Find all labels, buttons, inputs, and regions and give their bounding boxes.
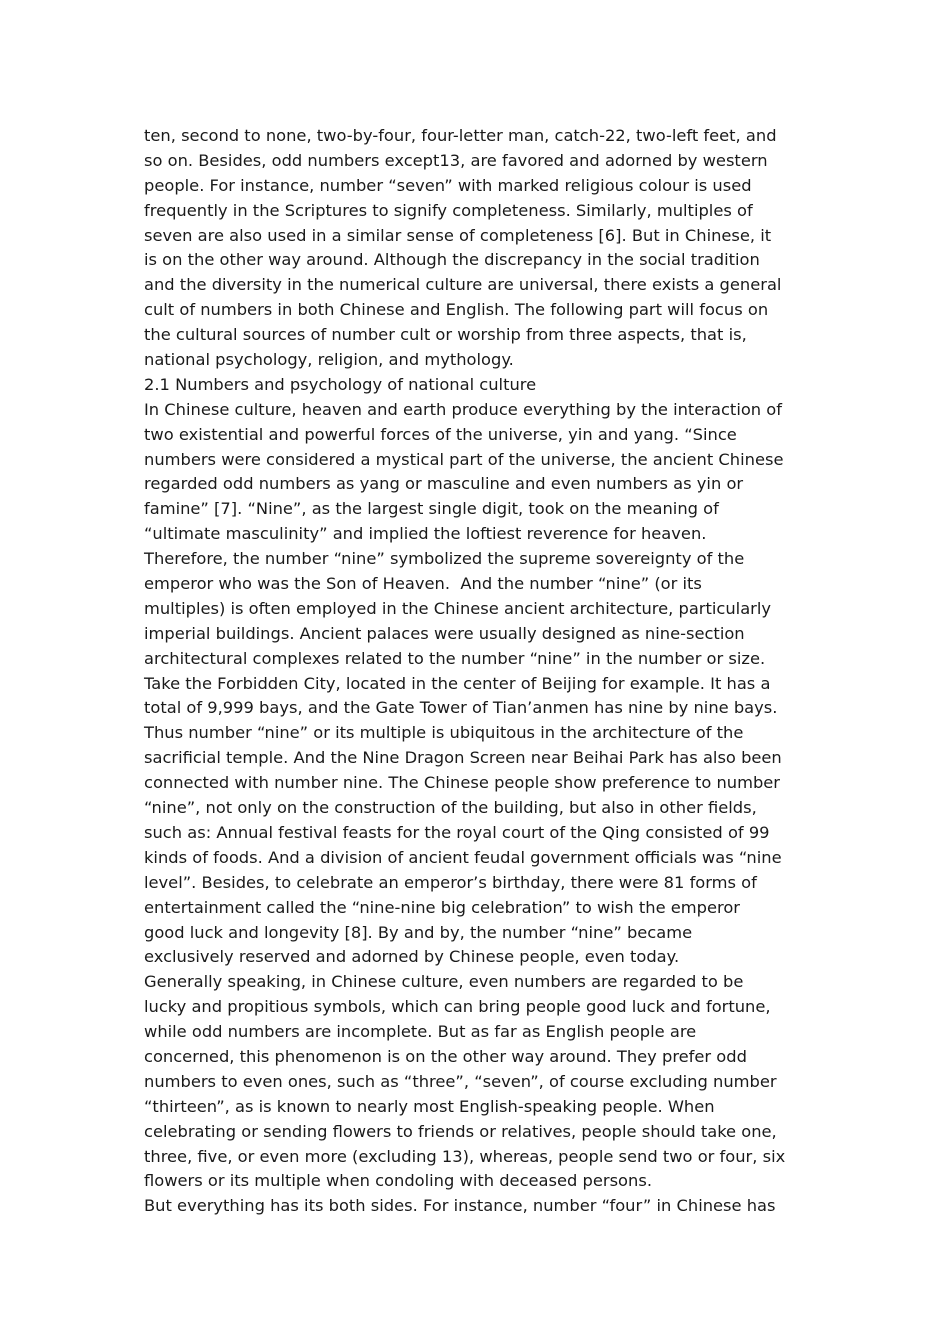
text-line: Generally speaking, in Chinese culture, even numbers are regarded to be <box>144 972 744 992</box>
text-line: Therefore, the number “nine” symbolized the supreme sovereignty of the <box>144 549 745 569</box>
text-line: seven are also used in a similar sense of completeness [6]. But in Chinese, it <box>144 225 772 245</box>
text-line: the cultural sources of number cult or worship from three aspects, that is, <box>144 325 747 345</box>
text-line: frequently in the Scriptures to signify completeness. Similarly, multiples of <box>144 200 753 220</box>
text-line: ten, second to none, two-by-four, four-letter man, catch-22, two-left feet, and <box>144 126 777 145</box>
text-line: In Chinese culture, heaven and earth produce everything by the interaction of <box>144 399 782 419</box>
text-line: is on the other way around. Although the discrepancy in the social tradition <box>144 250 760 270</box>
text-line: good luck and longevity [8]. By and by, the number “nine” became <box>144 922 693 942</box>
text-line: flowers or its multiple when condoling with deceased persons. <box>144 1171 652 1191</box>
body-text <box>144 124 816 1219</box>
text-line: exclusively reserved and adorned by Chinese people, even today. <box>144 947 680 967</box>
text-line: lucky and propitious symbols, which can bring people good luck and fortune, <box>144 997 771 1017</box>
text-line: “thirteen”, as is known to nearly most English-speaking people. When <box>144 1096 715 1116</box>
text-line: people. For instance, number “seven” with marked religious colour is used <box>144 175 752 195</box>
text-line: numbers to even ones, such as “three”, “seven”, of course excluding number <box>144 1071 777 1091</box>
text-line: “nine”, not only on the construction of the building, but also in other fields, <box>144 798 757 818</box>
text-line: “ultimate masculinity” and implied the loftiest reverence for heaven. <box>144 524 707 544</box>
text-line: concerned, this phenomenon is on the other way around. They prefer odd <box>144 1046 747 1066</box>
text-line: national psychology, religion, and mythology. <box>144 350 514 370</box>
text-line: celebrating or sending flowers to friends or relatives, people should take one, <box>144 1121 777 1141</box>
text-line: numbers were considered a mystical part of the universe, the ancient Chinese <box>144 449 784 469</box>
text-line: such as: Annual festival feasts for the royal court of the Qing consisted of 99 <box>144 822 770 842</box>
text-line: regarded odd numbers as yang or masculine and even numbers as yin or <box>144 474 744 494</box>
text-line: Take the Forbidden City, located in the center of Beijing for example. It has a <box>144 673 771 693</box>
text-line: entertainment called the “nine-nine big celebration” to wish the emperor <box>144 897 740 917</box>
text-line: But everything has its both sides. For instance, number “four” in Chinese has <box>144 1196 776 1216</box>
text-line: architectural complexes related to the number “nine” in the number or size. <box>144 648 766 668</box>
text-line: sacrificial temple. And the Nine Dragon Screen near Beihai Park has also been <box>144 748 782 768</box>
text-line: so on. Besides, odd numbers except13, are favored and adorned by western <box>144 150 768 170</box>
text-line: famine” [7]. “Nine”, as the largest single digit, took on the meaning of <box>144 499 719 519</box>
text-line: connected with number nine. The Chinese people show preference to number <box>144 773 781 793</box>
section-heading: 2.1 Numbers and psychology of national culture <box>144 374 537 394</box>
text-line: multiples) is often employed in the Chinese ancient architecture, particularly <box>144 598 772 618</box>
text-line: and the diversity in the numerical culture are universal, there exists a general <box>144 275 782 295</box>
text-line: kinds of foods. And a division of ancient feudal government officials was “nine <box>144 847 782 867</box>
text-line: emperor who was the Son of Heaven. And the number “nine” (or its <box>144 574 702 594</box>
text-line: imperial buildings. Ancient palaces were usually designed as nine-section <box>144 623 745 643</box>
text-line: while odd numbers are incomplete. But as far as English people are <box>144 1022 697 1042</box>
text-line: Thus number “nine” or its multiple is ubiquitous in the architecture of the <box>144 723 744 743</box>
text-line: total of 9,999 bays, and the Gate Tower of Tian’anmen has nine by nine bays. <box>144 698 778 718</box>
text-line: two existential and powerful forces of the universe, yin and yang. “Since <box>144 424 737 444</box>
text-line: level”. Besides, to celebrate an emperor’s birthday, there were 81 forms of <box>144 872 757 892</box>
text-line: cult of numbers in both Chinese and English. The following part will focus on <box>144 300 769 320</box>
text-line: three, five, or even more (excluding 13), whereas, people send two or four, six <box>144 1146 786 1166</box>
